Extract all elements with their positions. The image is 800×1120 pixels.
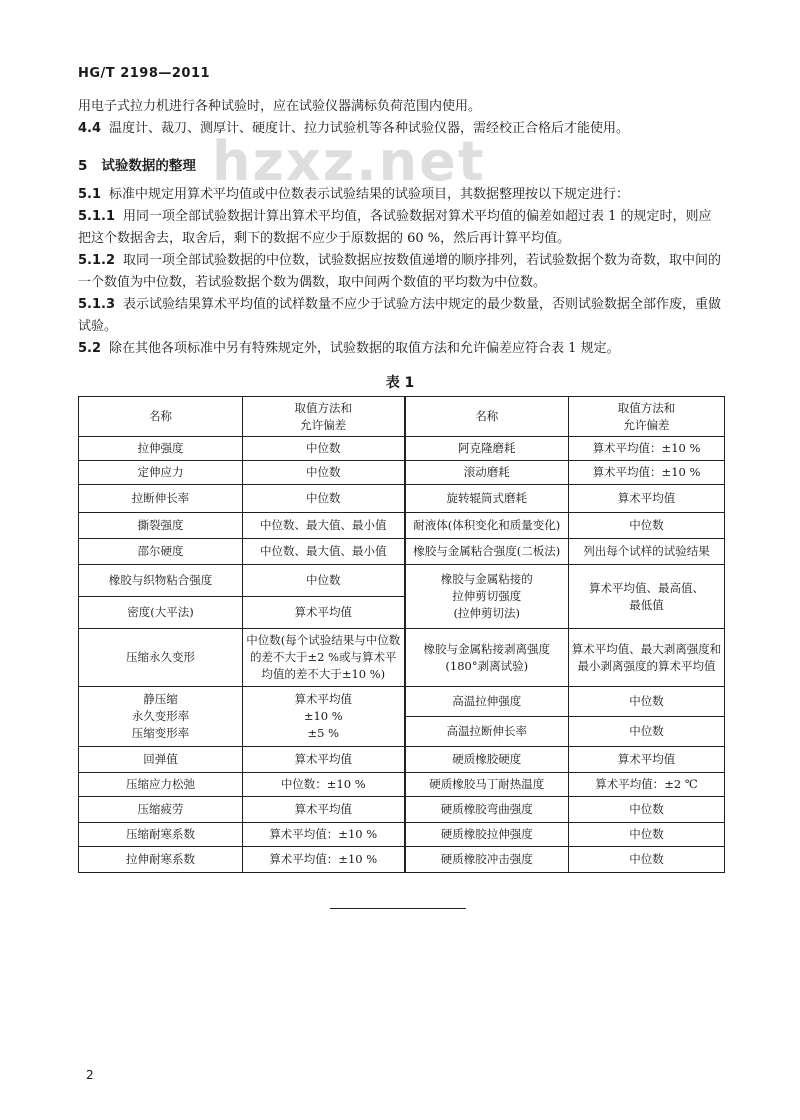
clause-number: 5.1.1 [78, 209, 116, 224]
clause-number: 5.2 [78, 341, 102, 356]
table-cell: 拉伸强度 [79, 437, 243, 461]
table-cell: 中位数、最大值、最小值 [243, 539, 405, 565]
section-title: 试验数据的整理 [101, 158, 196, 174]
table-cell: 压缩永久变形 [79, 629, 243, 687]
table-row [79, 539, 725, 565]
watermark: hzxz.net [212, 130, 486, 193]
data-processing-table [78, 396, 725, 873]
clause-text: 温度计、裁刀、测厚计、硬度计、拉力试验机等各种试验仪器，需经校正合格后才能使用。 [109, 121, 630, 136]
table-cell: 中位数 [243, 437, 405, 461]
header-cell: 取值方法和 允许偏差 [569, 397, 725, 437]
header-cell: 取值方法和 允许偏差 [243, 397, 405, 437]
clause-5-1 [78, 184, 724, 206]
table-cell: 硬质橡胶硬度 [405, 747, 569, 773]
table-row [79, 687, 725, 717]
table-cell: 中位数(每个试验结果与中位数的差不大于±2 %或与算术平均值的差不大于±10 %) [243, 629, 405, 687]
clause-text: 除在其他各项标准中另有特殊规定外，试验数据的取值方法和允许偏差应符合表 1 规定。 [109, 341, 620, 356]
clause-number: 5.1.2 [78, 253, 116, 268]
clause-number: 5.1 [78, 187, 102, 202]
table-cell: 阿克隆磨耗 [405, 437, 569, 461]
clause-text: 用同一项全部试验数据计算出算术平均值，各试验数据对算术平均值的偏差如超过表 1 的规定时，则应把这个数据舍去，取舍后，剩下的数据不应少于原数据的 60 %，然后再计算平均值。 [78, 209, 712, 246]
table-cell: 静压缩 永久变形率 压缩变形率 [79, 687, 243, 747]
clause-4-4 [78, 118, 724, 140]
table-row [79, 565, 725, 597]
table-cell: 定伸应力 [79, 461, 243, 485]
table-row [79, 513, 725, 539]
clause-number: 5.1.3 [78, 297, 116, 312]
table-cell: 算术平均值 ±10 % ±5 % [243, 687, 405, 747]
section-heading [78, 154, 196, 174]
table-cell: 算术平均值、最大剥离强度和最小剥离强度的算术平均值 [569, 629, 725, 687]
table-cell: 列出每个试样的试验结果 [569, 539, 725, 565]
table-cell: 硬质橡胶冲击强度 [405, 847, 569, 873]
end-rule [330, 908, 466, 909]
table-cell: 中位数 [569, 717, 725, 747]
table-cell: 高温拉断伸长率 [405, 717, 569, 747]
table-cell: 橡胶与金属粘接的 拉伸剪切强度 (拉伸剪切法) [405, 565, 569, 629]
paragraph-continuation [78, 96, 724, 118]
header-cell: 名称 [405, 397, 569, 437]
table-cell: 压缩疲劳 [79, 797, 243, 823]
clause-number: 4.4 [78, 121, 102, 136]
table-row [79, 847, 725, 873]
table-cell: 压缩应力松弛 [79, 773, 243, 797]
table-cell: 算术平均值 [243, 747, 405, 773]
table-cell: 中位数 [243, 485, 405, 513]
table-cell: 算术平均值、最高值、 最低值 [569, 565, 725, 629]
header-cell: 名称 [79, 397, 243, 437]
clause-5-1-1 [78, 206, 724, 250]
table-cell: 硬质橡胶弯曲强度 [405, 797, 569, 823]
table-cell: 橡胶与金属粘合强度(二板法) [405, 539, 569, 565]
document-header: HG/T 2198—2011 [78, 66, 211, 81]
table-cell: 算术平均值：±10 % [569, 437, 725, 461]
table-cell: 算术平均值：±10 % [243, 823, 405, 847]
table-cell: 回弹值 [79, 747, 243, 773]
table-cell: 滚动磨耗 [405, 461, 569, 485]
table-cell: 压缩耐寒系数 [79, 823, 243, 847]
table-cell: 硬质橡胶拉伸强度 [405, 823, 569, 847]
table-cell: 橡胶与织物粘合强度 [79, 565, 243, 597]
table-cell: 中位数、最大值、最小值 [243, 513, 405, 539]
table-cell: 中位数 [569, 797, 725, 823]
table-cell: 算术平均值：±10 % [569, 461, 725, 485]
table-row [79, 747, 725, 773]
table-cell: 中位数 [569, 823, 725, 847]
table-row [79, 629, 725, 687]
clause-text: 取同一项全部试验数据的中位数，试验数据应按数值递增的顺序排列，若试验数据个数为奇数，取中间的一个数值为中位数，若试验数据个数为偶数，取中间两个数值的平均数为中位数。 [78, 253, 722, 290]
table-header-row [79, 397, 725, 437]
table-row [79, 461, 725, 485]
table-row [79, 797, 725, 823]
table-cell: 中位数 [569, 847, 725, 873]
clause-5-2 [78, 338, 724, 360]
paragraph-text: 用电子式拉力机进行各种试验时，应在试验仪器满标负荷范围内使用。 [78, 99, 482, 114]
table-caption: 表 1 [385, 375, 415, 391]
table-cell: 高温拉伸强度 [405, 687, 569, 717]
clause-5-1-2 [78, 250, 724, 294]
table-cell: 橡胶与金属粘接剥离强度 (180°剥离试验) [405, 629, 569, 687]
table-cell: 算术平均值 [243, 597, 405, 629]
table-cell: 算术平均值：±10 % [243, 847, 405, 873]
table-cell: 中位数 [569, 687, 725, 717]
table-cell: 邵尔硬度 [79, 539, 243, 565]
table-row [79, 823, 725, 847]
table-cell: 算术平均值：±2 ℃ [569, 773, 725, 797]
table-cell: 撕裂强度 [79, 513, 243, 539]
table-row [79, 485, 725, 513]
table-cell: 旋转辊筒式磨耗 [405, 485, 569, 513]
page-number: 2 [86, 1068, 94, 1082]
table-cell: 耐液体(体积变化和质量变化) [405, 513, 569, 539]
table-cell: 拉伸耐寒系数 [79, 847, 243, 873]
clause-text: 标准中规定用算术平均值或中位数表示试验结果的试验项目，其数据整理按以下规定进行： [109, 187, 630, 202]
table-row [79, 437, 725, 461]
section-number: 5 [78, 158, 88, 174]
table-cell: 中位数 [243, 565, 405, 597]
table-row [79, 773, 725, 797]
clause-5-1-3 [78, 294, 724, 338]
table-cell: 拉断伸长率 [79, 485, 243, 513]
table-cell: 硬质橡胶马丁耐热温度 [405, 773, 569, 797]
table-cell: 中位数 [243, 461, 405, 485]
clause-text: 表示试验结果算术平均值的试样数量不应少于试验方法中规定的最少数量，否则试验数据全部作废，重做试验。 [78, 297, 722, 334]
table-cell: 中位数：±10 % [243, 773, 405, 797]
table-cell: 算术平均值 [243, 797, 405, 823]
table-cell: 算术平均值 [569, 747, 725, 773]
table-cell: 密度(大平法) [79, 597, 243, 629]
table-cell: 算术平均值 [569, 485, 725, 513]
table-cell: 中位数 [569, 513, 725, 539]
